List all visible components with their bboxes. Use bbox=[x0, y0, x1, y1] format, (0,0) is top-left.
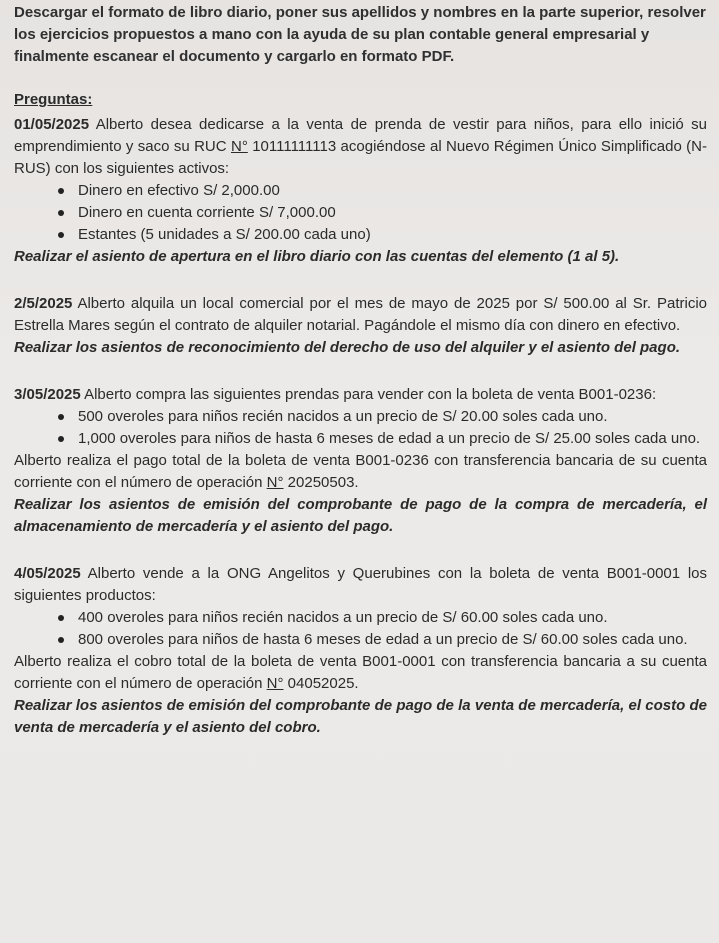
list-item: 800 overoles para niños de hasta 6 meses de edad a un precio de S/ 60.00 soles cada uno. bbox=[58, 629, 707, 651]
instructions-intro: Descargar el formato de libro diario, poner sus apellidos y nombres en la parte superior, resolver los ejercicios propuestos a mano con la ayuda de su plan contable general empresarial y finalmente escanear el documento y cargarlo en formato PDF. bbox=[14, 4, 706, 65]
q4-number-sign: N° bbox=[266, 675, 284, 692]
bullet-icon bbox=[58, 188, 64, 194]
q1-statement bbox=[14, 114, 707, 180]
q1-asset-list bbox=[14, 180, 707, 246]
q3-text: Alberto compra las siguientes prendas para vender con la boleta de venta B001-0236: bbox=[80, 386, 657, 403]
list-item: Dinero en cuenta corriente S/ 7,000.00 bbox=[58, 202, 707, 224]
bullet-icon bbox=[58, 414, 64, 420]
q1-text-b: 10111111113 acogiéndose al Nuevo Régimen Único Simplificado (N-RUS) con los siguientes activos: bbox=[14, 138, 707, 177]
bullet-icon bbox=[58, 232, 64, 238]
list-item: 500 overoles para niños recién nacidos a un precio de S/ 20.00 soles cada uno. bbox=[58, 406, 707, 428]
q3-date: 3/05/2025 bbox=[14, 386, 81, 403]
question-2 bbox=[14, 293, 707, 359]
questions-heading: Preguntas: bbox=[14, 91, 93, 108]
q4-sales-list bbox=[14, 607, 707, 651]
q4-statement bbox=[14, 563, 707, 607]
q4-collection: Alberto realiza el cobro total de la boleta de venta B001-0001 con transferencia bancaria a su cuenta corriente con el número de operación N° 04052025. bbox=[14, 653, 707, 692]
bullet-icon bbox=[58, 436, 64, 442]
question-3 bbox=[14, 384, 707, 538]
q2-date: 2/5/2025 bbox=[14, 295, 73, 312]
q1-task: Realizar el asiento de apertura en el libro diario con las cuentas del elemento (1 al 5). bbox=[14, 248, 620, 265]
bullet-icon bbox=[58, 637, 64, 643]
q3-payment: Alberto realiza el pago total de la boleta de venta B001-0236 con transferencia bancaria de su cuenta corriente con el número de operación N° 20250503. bbox=[14, 452, 707, 491]
q4-date: 4/05/2025 bbox=[14, 565, 81, 582]
q1-date: 01/05/2025 bbox=[14, 116, 90, 133]
q4-task: Realizar los asientos de emisión del comprobante de pago de la venta de mercadería, el costo de venta de mercadería y el asiento del cobro. bbox=[14, 697, 707, 736]
q3-number-sign: N° bbox=[266, 474, 284, 491]
q2-task: Realizar los asientos de reconocimiento del derecho de uso del alquiler y el asiento del pago. bbox=[14, 339, 681, 356]
question-4 bbox=[14, 563, 707, 739]
q2-statement bbox=[14, 293, 707, 337]
q3-task: Realizar los asientos de emisión del comprobante de pago de la compra de mercadería, el almacenamiento de mercadería y el asiento del pago. bbox=[14, 496, 707, 535]
list-item: 400 overoles para niños recién nacidos a un precio de S/ 60.00 soles cada uno. bbox=[58, 607, 707, 629]
question-1 bbox=[14, 114, 707, 268]
list-item: 1,000 overoles para niños de hasta 6 meses de edad a un precio de S/ 25.00 soles cada uno. bbox=[58, 428, 707, 450]
q1-text-a: Alberto desea dedicarse a la venta de prenda de vestir para niños, para ello inició su emprendimiento y saco su RUC bbox=[14, 116, 707, 155]
q2-text: Alberto alquila un local comercial por el mes de mayo de 2025 por S/ 500.00 al Sr. Patricio Estrella Mares según el contrato de alquiler notarial. Pagándole el mismo día con dinero en efectivo. bbox=[14, 295, 707, 334]
q4-text: Alberto vende a la ONG Angelitos y Querubines con la boleta de venta B001-0001 los siguientes productos: bbox=[14, 565, 707, 604]
q1-number-sign: N° bbox=[230, 138, 248, 155]
q3-statement bbox=[14, 384, 707, 406]
bullet-icon bbox=[58, 210, 64, 216]
list-item: Estantes (5 unidades a S/ 200.00 cada uno) bbox=[58, 224, 707, 246]
list-item: Dinero en efectivo S/ 2,000.00 bbox=[58, 180, 707, 202]
q3-purchase-list bbox=[14, 406, 707, 450]
bullet-icon bbox=[58, 615, 64, 621]
